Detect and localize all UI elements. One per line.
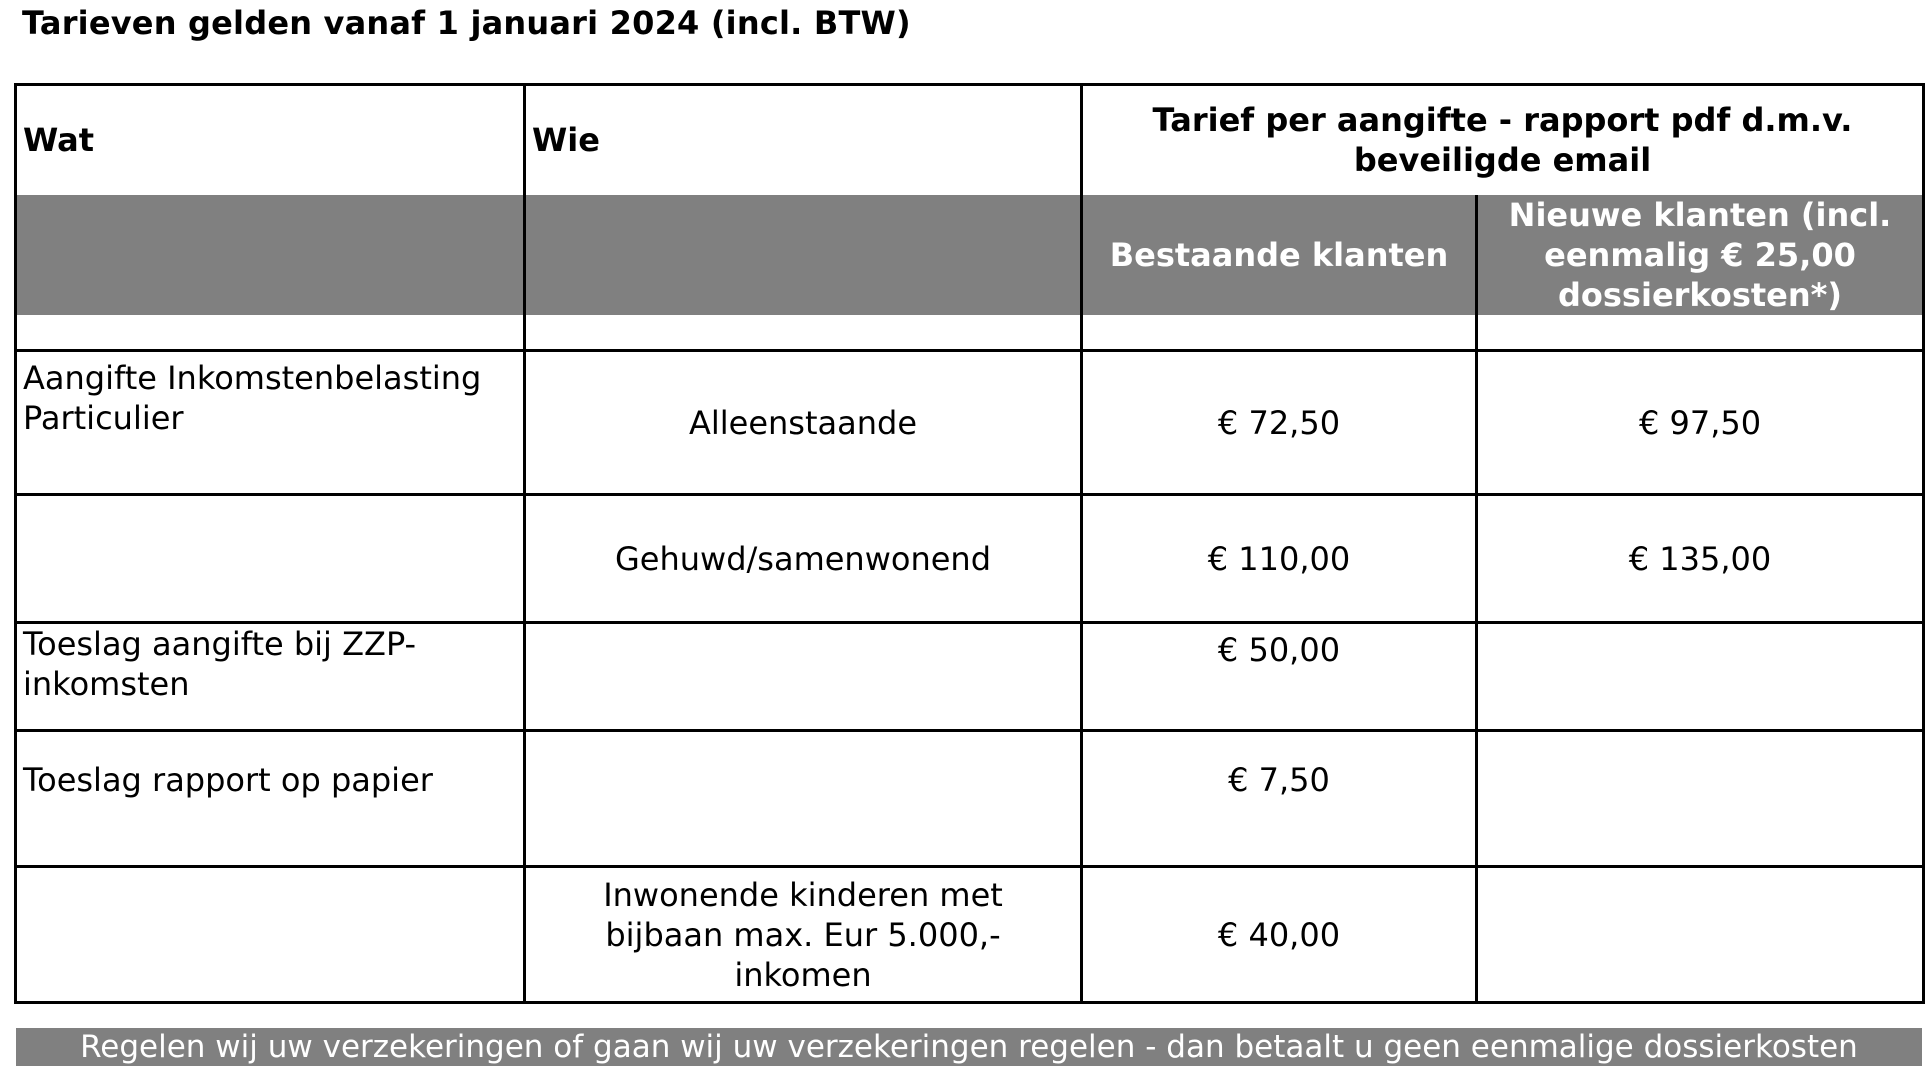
spacer-row [16,315,1924,351]
cell-bestaande: € 72,50 [1082,351,1477,495]
tariff-table [14,83,1925,1004]
col-header-wie: Wie [525,85,1082,195]
col-header-nieuwe: Nieuwe klanten (incl. eenmalig € 25,00 dossierkosten*) [1477,195,1924,315]
table-row [16,731,1924,867]
cell-bestaande: € 7,50 [1082,731,1477,867]
cell-nieuwe [1477,867,1924,1003]
cell-wie [525,623,1082,731]
spacer-cell [525,315,1082,351]
cell-nieuwe [1477,731,1924,867]
col-header-wat: Wat [16,85,525,195]
col-header-bestaande: Bestaande klanten [1082,195,1477,315]
cell-wat [16,495,525,623]
subheader-empty-wie [525,195,1082,315]
cell-wat [16,867,525,1003]
cell-bestaande: € 110,00 [1082,495,1477,623]
cell-wat: Toeslag aangifte bij ZZP-inkomsten [16,623,525,731]
spacer-cell [1477,315,1924,351]
subheader-empty-wat [16,195,525,315]
cell-wie: Alleenstaande [525,351,1082,495]
col-header-tarief: Tarief per aangifte - rapport pdf d.m.v. beveiligde email [1082,85,1924,195]
cell-wat: Toeslag rapport op papier [16,731,525,867]
table-row [16,495,1924,623]
spacer-cell [1082,315,1477,351]
cell-nieuwe: € 97,50 [1477,351,1924,495]
cell-wie: Inwonende kinderen met bijbaan max. Eur 5.000,- inkomen [525,867,1082,1003]
cell-nieuwe: € 135,00 [1477,495,1924,623]
table-row [16,867,1924,1003]
cell-bestaande: € 50,00 [1082,623,1477,731]
cell-nieuwe [1477,623,1924,731]
cell-bestaande: € 40,00 [1082,867,1477,1003]
spacer-cell [16,315,525,351]
cell-wie: Gehuwd/samenwonend [525,495,1082,623]
page-title: Tarieven gelden vanaf 1 januari 2024 (incl. BTW) [22,4,911,42]
table-row [16,623,1924,731]
subheader-row [16,195,1924,315]
table-row [16,351,1924,495]
cell-wat: Aangifte Inkomstenbelasting Particulier [16,351,525,495]
footer-note: Regelen wij uw verzekeringen of gaan wij uw verzekeringen regelen - dan betaalt u geen eenmalige dossierkosten [16,1028,1922,1066]
header-row [16,85,1924,195]
cell-wie [525,731,1082,867]
